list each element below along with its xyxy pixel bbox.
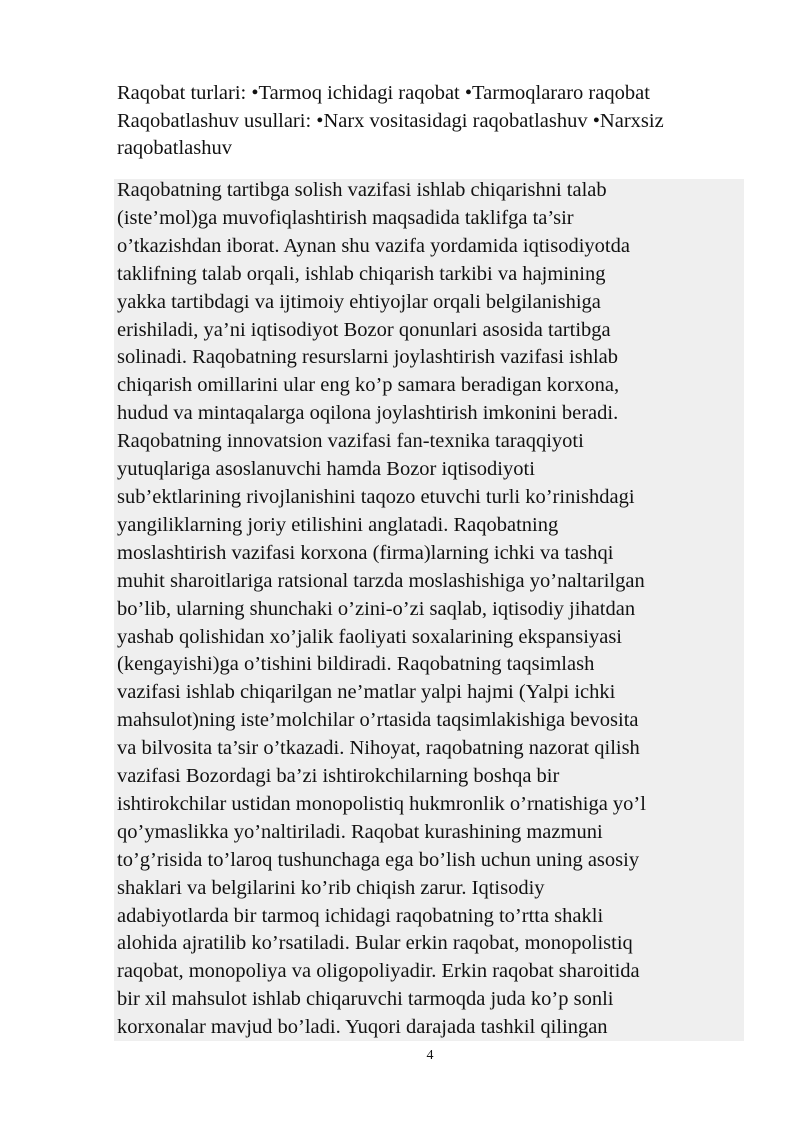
body-line: shaklari va belgilarini ko’rib chiqish zarur. Iqtisodiy <box>117 876 545 899</box>
body-line: (kengayishi)ga o’tishini bildiradi. Raqobatning taqsimlash <box>117 653 595 676</box>
intro-paragraph: Raqobat turlari: •Tarmoq ichidagi raqobat •Tarmoqlararo raqobat Raqobatlashuv usullari: •Narx vositasidagi raqobatlashuv •Narxsiz raqobatlashuv <box>117 82 664 159</box>
body-line: yashab qolishidan xo’jalik faoliyati soxalarining ekspansiyasi <box>117 625 622 648</box>
body-line: taklifning talab orqali, ishlab chiqarish tarkibi va hajmining <box>117 262 606 285</box>
body-line: moslashtirish vazifasi korxona (firma)larning ichki va tashqi <box>117 541 614 564</box>
body-line: hudud va mintaqalarga oqilona joylashtirish imkonini beradi. <box>117 402 619 425</box>
body-line: yutuqlariga asoslanuvchi hamda Bozor iqtisodiyoti <box>117 458 535 481</box>
body-paragraph <box>117 177 747 1042</box>
body-line: vazifasi Bozordagi ba’zi ishtirokchilarning boshqa bir <box>117 765 560 788</box>
body-line: alohida ajratilib ko’rsatiladi. Bular erkin raqobat, monopolistiq <box>117 932 633 955</box>
body-line: bo’lib, ularning shunchaki o’zini-o’zi saqlab, iqtisodiy jihatdan <box>117 597 636 620</box>
page-number: 4 <box>426 1048 434 1063</box>
body-line: muhit sharoitlariga ratsional tarzda moslashishiga yo’naltarilgan <box>117 569 645 592</box>
body-line: to’g’risida to’laroq tushunchaga ega bo’lish uchun uning asosiy <box>117 848 640 871</box>
body-line: (iste’mol)ga muvofiqlashtirish maqsadida taklifga ta’sir <box>117 206 574 229</box>
body-line: Raqobatning tartibga solish vazifasi ishlab chiqarishni talab <box>117 179 607 201</box>
body-line: ishtirokchilar ustidan monopolistiq hukmronlik o’rnatishiga yo’l <box>117 792 646 815</box>
body-line: chiqarish omillarini ular eng ko’p samara beradigan korxona, <box>117 374 620 397</box>
body-line: solinadi. Raqobatning resurslarni joylashtirish vazifasi ishlab <box>117 346 619 369</box>
body-line: bir xil mahsulot ishlab chiqaruvchi tarmoqda juda ko’p sonli <box>117 988 614 1011</box>
body-line: Raqobatning innovatsion vazifasi fan-texnika taraqqiyoti <box>117 430 584 453</box>
body-line: raqobat, monopoliya va oligopoliyadir. Erkin raqobat sharoitida <box>117 960 640 983</box>
body-line: sub’ektlarining rivojlanishini taqozo etuvchi turli ko’rinishdagi <box>117 485 635 508</box>
body-line: yakka tartibdagi va ijtimoiy ehtiyojlar orqali belgilanishiga <box>117 290 601 313</box>
body-line: mahsulot)ning iste’molchilar o’rtasida taqsimlakishiga bevosita <box>117 709 639 732</box>
body-line: korxonalar mavjud bo’ladi. Yuqori darajada tashkil qilingan <box>117 1016 608 1039</box>
body-line: qo’ymaslikka yo’naltiriladi. Raqobat kurashining mazmuni <box>117 820 603 843</box>
body-line: o’tkazishdan iborat. Aynan shu vazifa yordamida iqtisodiyotda <box>117 234 630 257</box>
body-line: va bilvosita ta’sir o’tkazadi. Nihoyat, raqobatning nazorat qilish <box>117 737 640 760</box>
body-line: vazifasi ishlab chiqarilgan ne’matlar yalpi hajmi (Yalpi ichki <box>117 681 616 704</box>
body-line: adabiyotlarda bir tarmoq ichidagi raqobatning to’rtta shakli <box>117 904 604 927</box>
body-line: erishiladi, ya’ni iqtisodiyot Bozor qonunlari asosida tartibga <box>117 318 611 341</box>
body-line: yangiliklarning joriy etilishini anglatadi. Raqobatning <box>117 513 559 536</box>
